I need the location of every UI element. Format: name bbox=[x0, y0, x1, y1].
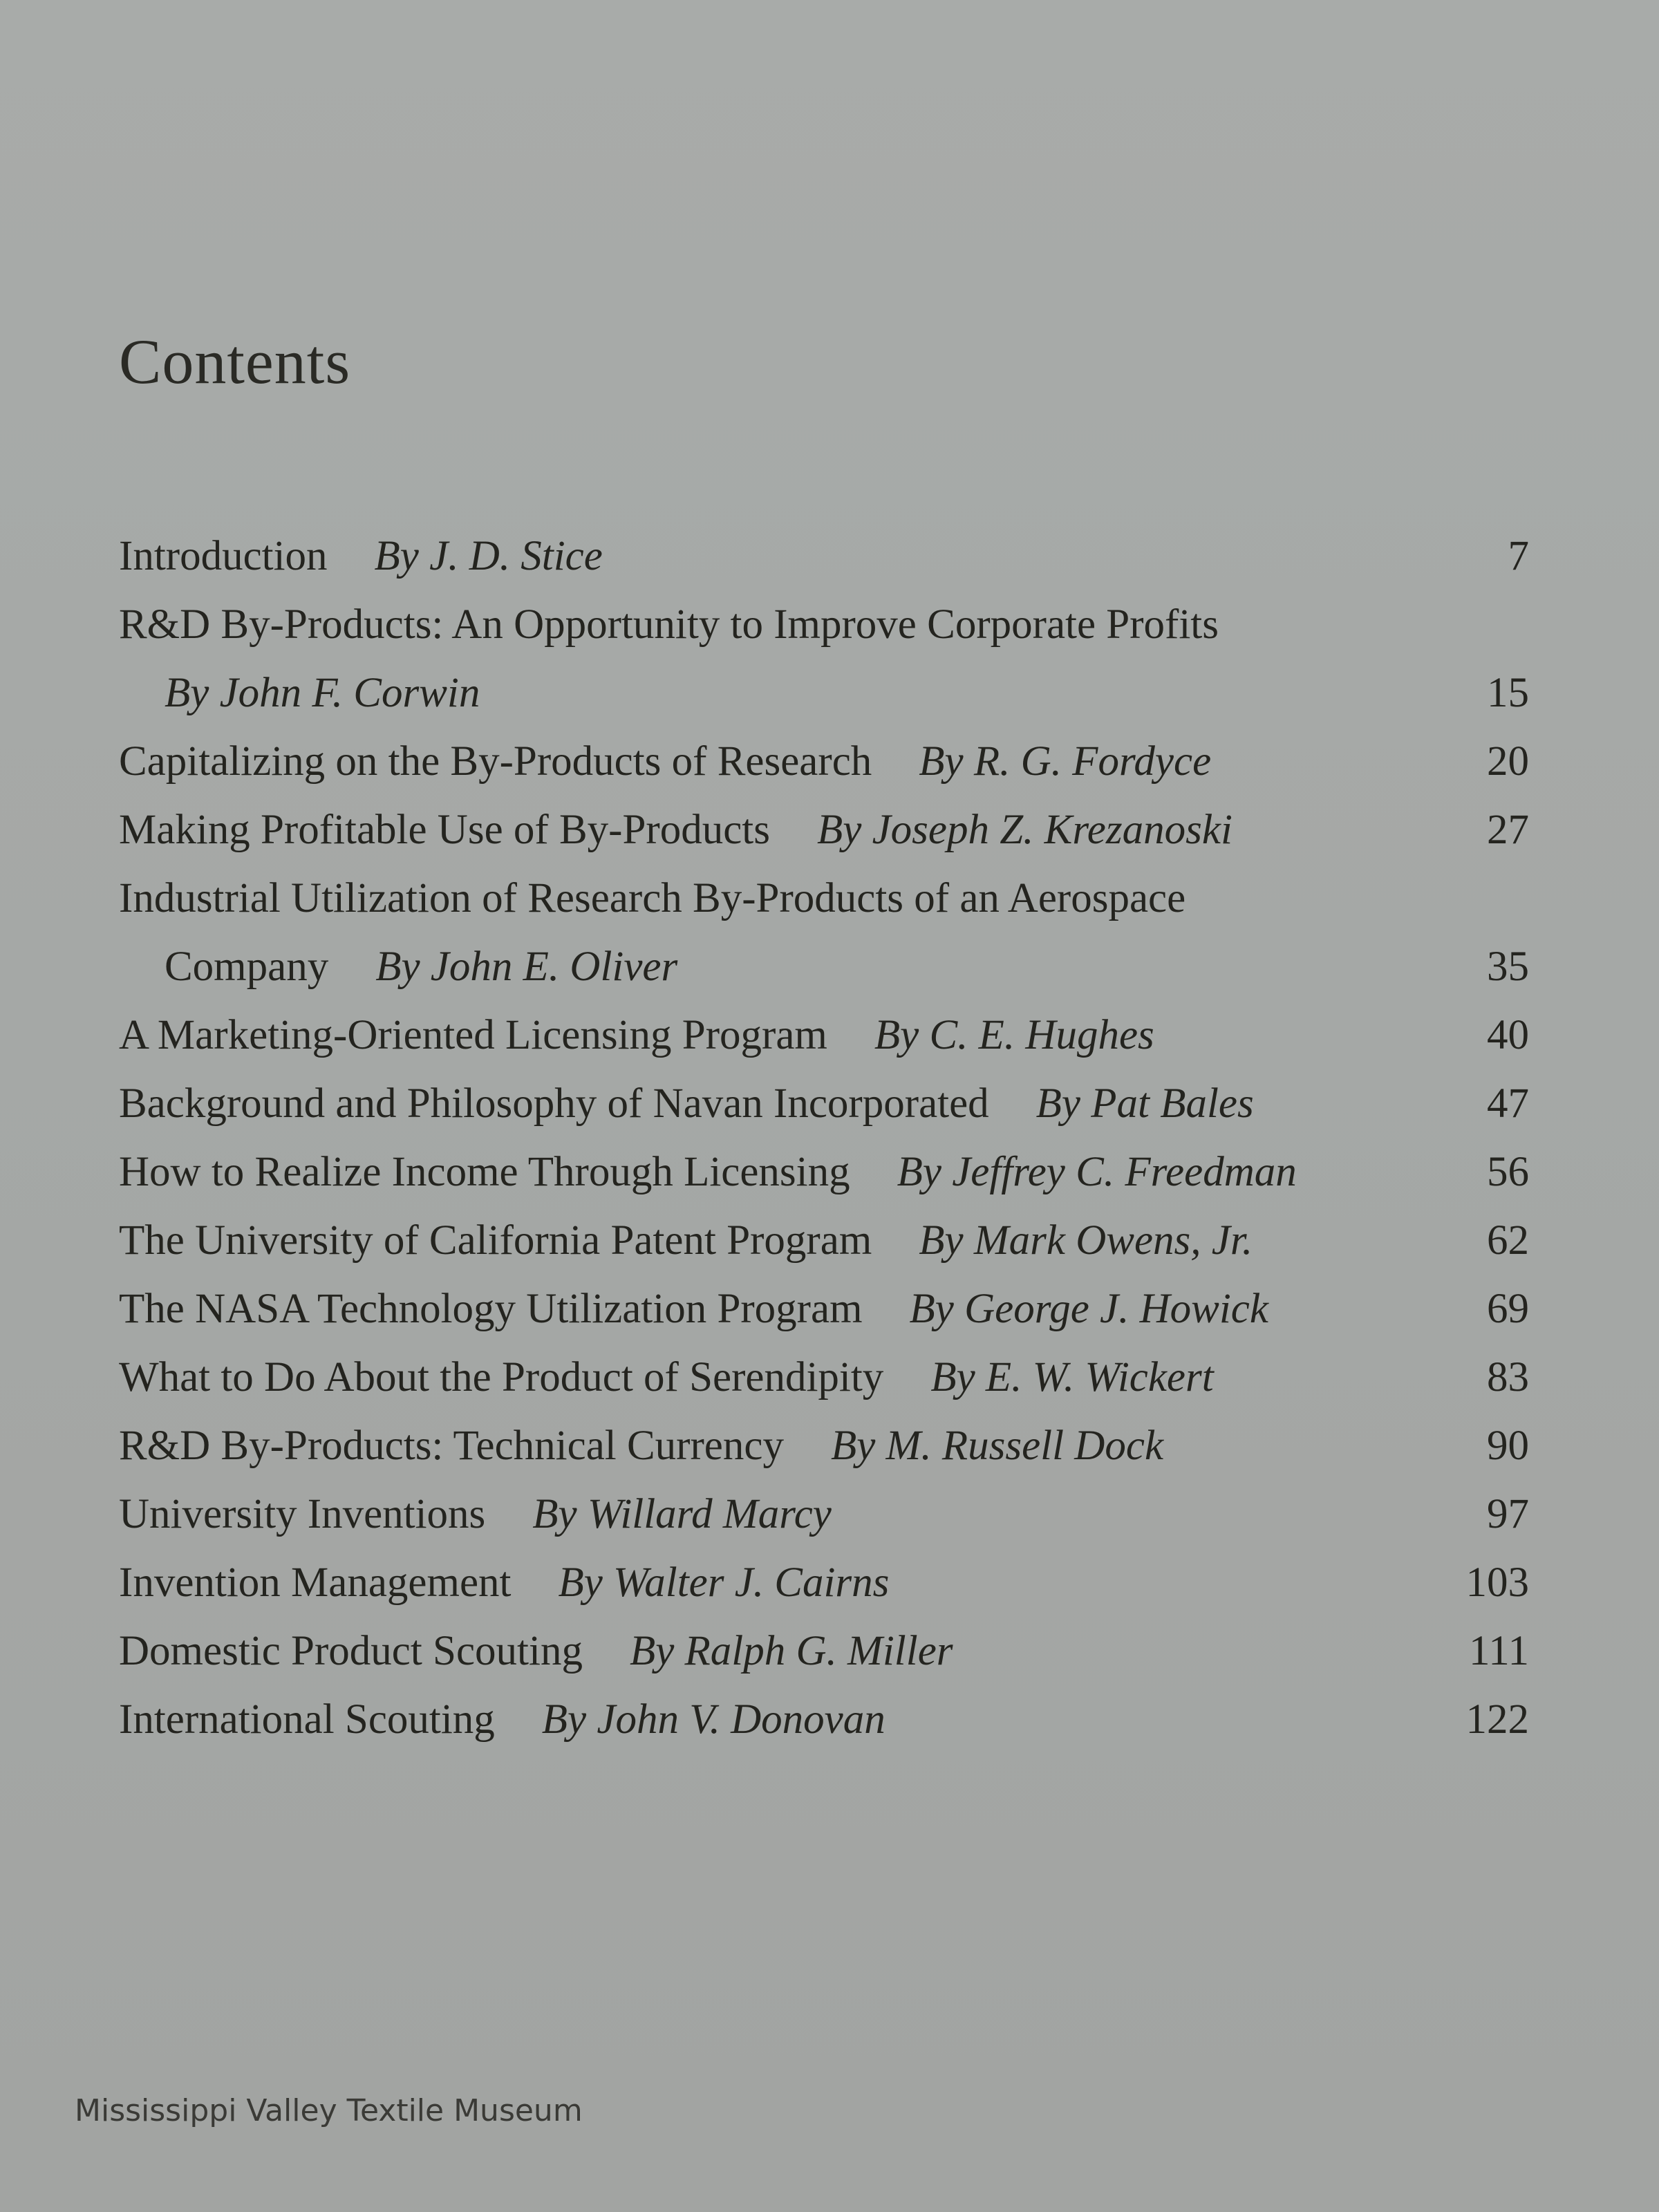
entry-author: By E. W. Wickert bbox=[930, 1354, 1214, 1400]
entry-author: By Ralph G. Miller bbox=[629, 1628, 953, 1674]
entry-author: By M. Russell Dock bbox=[830, 1423, 1164, 1469]
toc-entry bbox=[119, 1138, 1529, 1206]
entry-title: Background and Philosophy of Navan Incorporated bbox=[119, 1080, 989, 1127]
entry-author: By Joseph Z. Krezanoski bbox=[817, 807, 1232, 853]
toc-entry bbox=[119, 1206, 1529, 1275]
toc-entry bbox=[119, 590, 1529, 727]
entry-page-number: 20 bbox=[1487, 738, 1529, 785]
toc-entry bbox=[119, 522, 1529, 590]
toc-entry bbox=[119, 727, 1529, 796]
entry-title: R&D By-Products: Technical Currency bbox=[119, 1423, 784, 1469]
toc-entry bbox=[119, 1001, 1529, 1069]
entry-page-number: 27 bbox=[1487, 807, 1529, 853]
toc-entry bbox=[119, 1548, 1529, 1617]
entry-page-number: 15 bbox=[1487, 670, 1529, 716]
contents-heading: Contents bbox=[119, 326, 351, 397]
entry-title: A Marketing-Oriented Licensing Program bbox=[119, 1012, 827, 1058]
entry-author: By Walter J. Cairns bbox=[558, 1559, 890, 1606]
entry-page-number: 97 bbox=[1487, 1491, 1529, 1537]
toc-entry bbox=[119, 1412, 1529, 1480]
table-of-contents bbox=[119, 522, 1529, 1754]
entry-continuation-line bbox=[119, 932, 1529, 1001]
toc-entry bbox=[119, 1343, 1529, 1412]
toc-entry bbox=[119, 1617, 1529, 1685]
entry-title: Domestic Product Scouting bbox=[119, 1628, 583, 1674]
entry-page-number: 111 bbox=[1469, 1628, 1529, 1674]
entry-author: By R. G. Fordyce bbox=[919, 738, 1212, 785]
entry-page-number: 122 bbox=[1465, 1696, 1529, 1743]
entry-title: International Scouting bbox=[119, 1696, 495, 1743]
entry-page-number: 47 bbox=[1487, 1080, 1529, 1127]
entry-author: By John E. Oliver bbox=[375, 944, 678, 990]
entry-title: How to Realize Income Through Licensing bbox=[119, 1149, 850, 1195]
entry-author: By J. D. Stice bbox=[374, 533, 603, 579]
entry-title: Introduction bbox=[119, 533, 328, 579]
entry-author: By John V. Donovan bbox=[541, 1696, 885, 1743]
entry-author: By Pat Bales bbox=[1035, 1080, 1254, 1127]
entry-title: What to Do About the Product of Serendipity bbox=[119, 1354, 884, 1400]
entry-continuation-line bbox=[119, 659, 1529, 727]
entry-page-number: 90 bbox=[1487, 1423, 1529, 1469]
museum-watermark: Mississippi Valley Textile Museum bbox=[75, 2093, 583, 2128]
entry-title: Industrial Utilization of Research By-Products of an Aerospace bbox=[119, 875, 1186, 921]
entry-title: Making Profitable Use of By-Products bbox=[119, 807, 770, 853]
entry-page-number: 83 bbox=[1487, 1354, 1529, 1400]
entry-author: By John F. Corwin bbox=[165, 670, 480, 716]
entry-title: The NASA Technology Utilization Program bbox=[119, 1286, 863, 1332]
entry-title: R&D By-Products: An Opportunity to Improve Corporate Profits bbox=[119, 601, 1219, 648]
entry-page-number: 35 bbox=[1487, 944, 1529, 990]
entry-page-number: 7 bbox=[1508, 533, 1529, 579]
entry-title: University Inventions bbox=[119, 1491, 486, 1537]
toc-entry bbox=[119, 796, 1529, 864]
toc-entry bbox=[119, 864, 1529, 1001]
entry-title-continuation: Company bbox=[165, 944, 329, 990]
entry-author: By George J. Howick bbox=[909, 1286, 1268, 1332]
entry-author: By Willard Marcy bbox=[532, 1491, 832, 1537]
entry-author: By Jeffrey C. Freedman bbox=[897, 1149, 1297, 1195]
toc-entry bbox=[119, 1275, 1529, 1343]
entry-page-number: 69 bbox=[1487, 1286, 1529, 1332]
entry-page-number: 62 bbox=[1487, 1217, 1529, 1264]
entry-page-number: 56 bbox=[1487, 1149, 1529, 1195]
entry-title: Invention Management bbox=[119, 1559, 512, 1606]
toc-entry bbox=[119, 1685, 1529, 1754]
toc-entry bbox=[119, 1480, 1529, 1548]
entry-author: By C. E. Hughes bbox=[874, 1012, 1154, 1058]
entry-page-number: 40 bbox=[1487, 1012, 1529, 1058]
entry-title: Capitalizing on the By-Products of Research bbox=[119, 738, 872, 785]
entry-author: By Mark Owens, Jr. bbox=[919, 1217, 1253, 1264]
toc-entry bbox=[119, 1069, 1529, 1138]
entry-page-number: 103 bbox=[1465, 1559, 1529, 1606]
entry-title: The University of California Patent Program bbox=[119, 1217, 872, 1264]
